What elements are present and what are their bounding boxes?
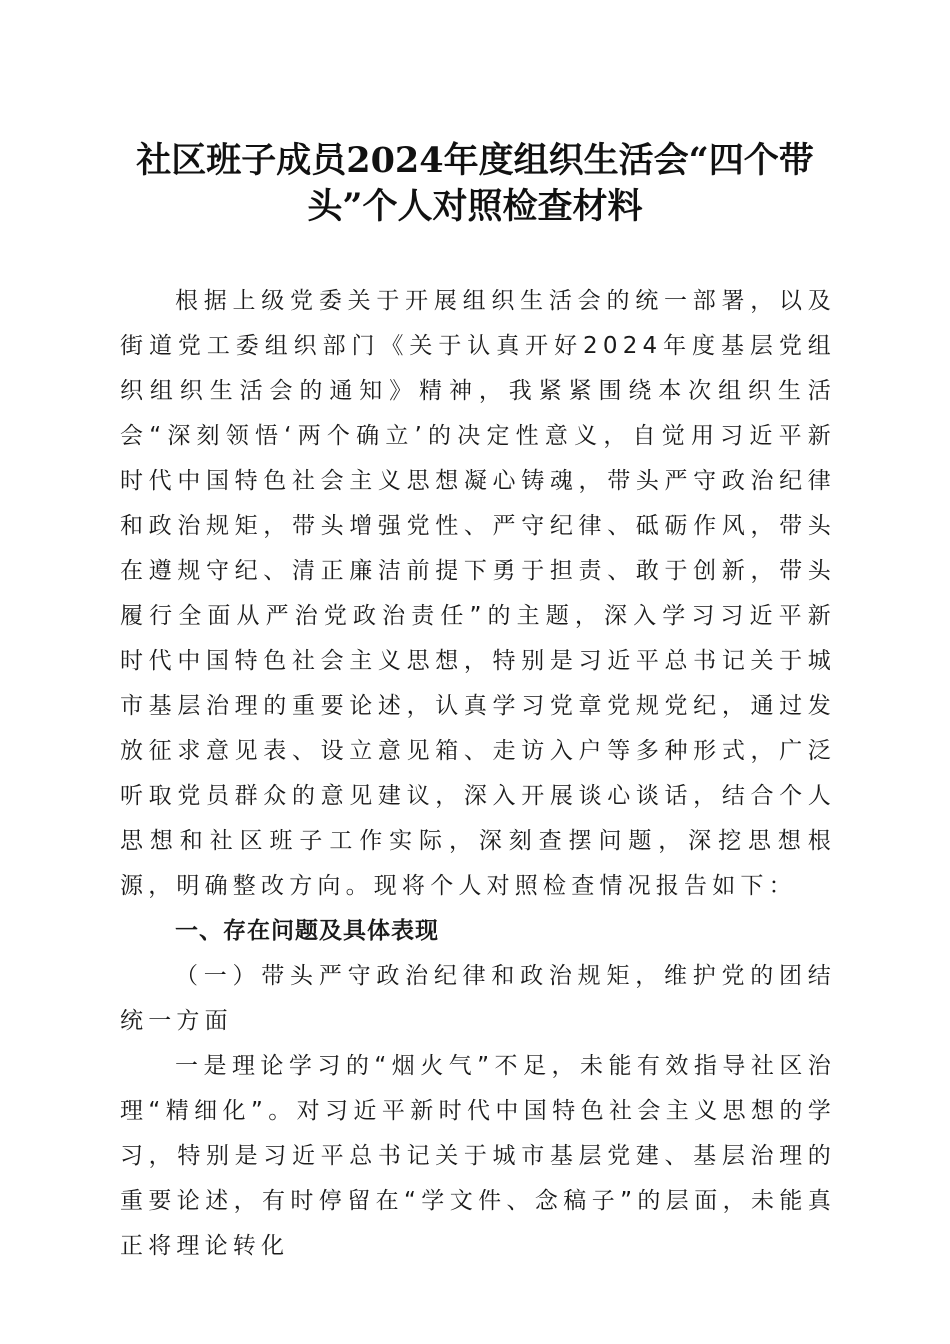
title-line-2: 头”个人对照检查材料 — [307, 186, 643, 227]
point-one-paragraph: 一是理论学习的“烟火气”不足，未能有效指导社区治理“精细化”。对习近平新时代中国特色社会主义思想的学习，特别是习近平总书记关于城市基层党建、基层治理的重要论述，有时停留在“学文件、念稿子”的层面，未能真正将理论转化 — [120, 1053, 836, 1259]
intro-paragraph: 根据上级党委关于开展组织生活会的统一部署，以及街道党工委组织部门《关于认真开好2024年度基层党组织组织生活会的通知》精神，我紧紧围绕本次组织生活会“深刻领悟‘两个确立’的决定性意义，自觉用习近平新时代中国特色社会主义思想凝心铸魂，带头严守政治纪律和政治规矩，带头增强党性、严守纪律、砥砺作风，带头在遵规守纪、清正廉洁前提下勇于担责、敢于创新，带头履行全面从严治党政治责任”的主题，深入学习习近平新时代中国特色社会主义思想，特别是习近平总书记关于城市基层治理的重要论述，认真学习党章党规党纪，通过发放征求意见表、设立意见箱、走访入户等多种形式，广泛听取党员群众的意见建议，深入开展谈心谈话，结合个人思想和社区班子工作实际，深刻查摆问题，深挖思想根源，明确整改方向。现将个人对照检查情况报告如下： — [120, 288, 836, 899]
document-body — [120, 279, 836, 1269]
document-title — [100, 138, 850, 230]
section-heading: 一、存在问题及具体表现 — [175, 918, 439, 944]
title-line-1: 社区班子成员2024年度组织生活会“四个带 — [136, 140, 814, 181]
subsection-heading: （一）带头严守政治纪律和政治规矩，维护党的团结统一方面 — [120, 963, 836, 1034]
